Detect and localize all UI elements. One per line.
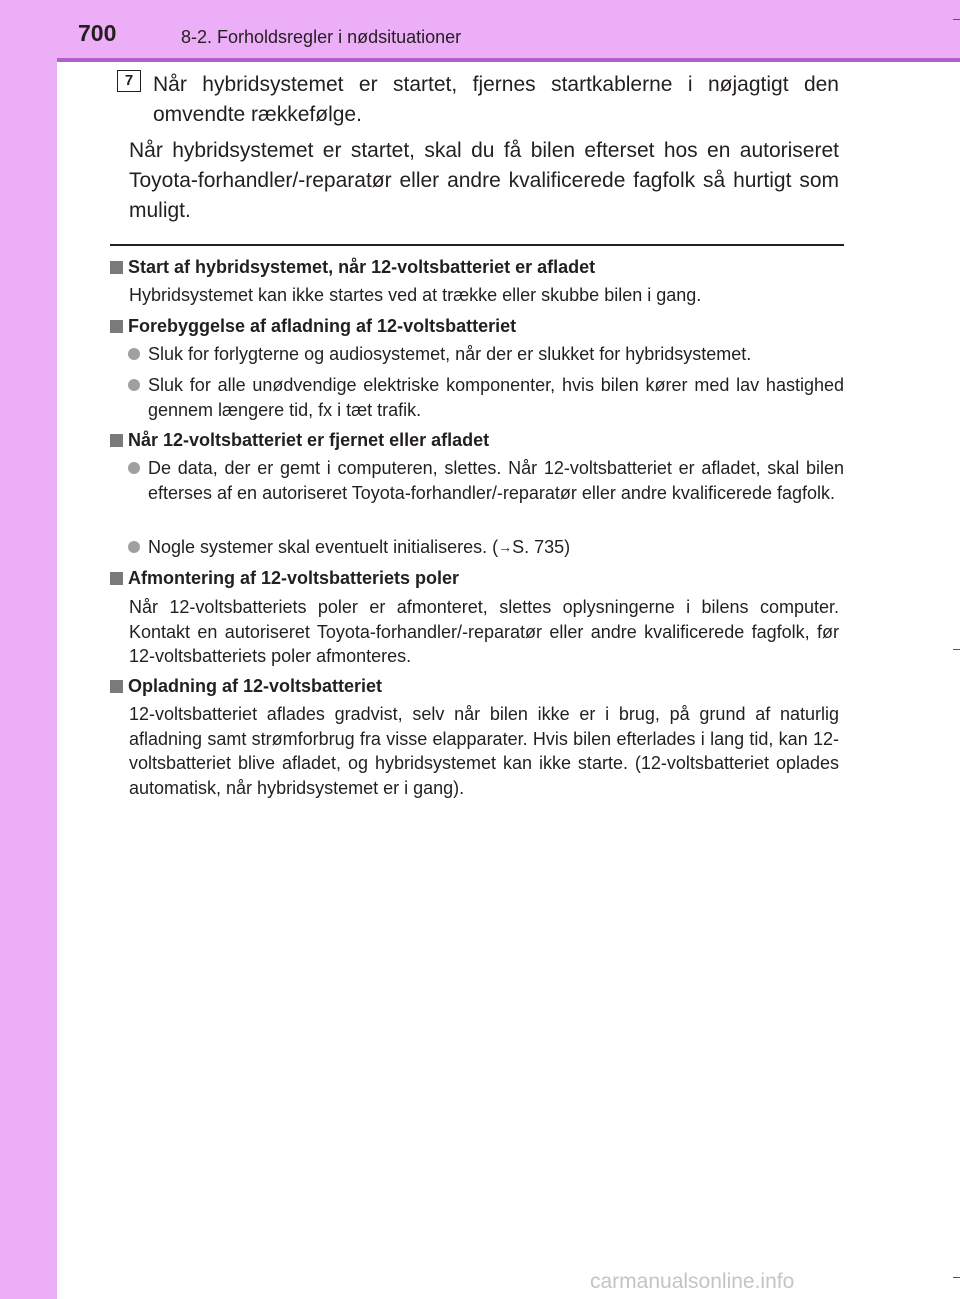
circle-bullet-icon	[128, 379, 140, 391]
list-item	[128, 535, 844, 560]
list-item-text: De data, der er gemt i computeren, slettes. Når 12-voltsbatteriet er afladet, skal bilen efterses af en autoriseret Toyota-forhandler/-reparatør eller andre kvalificerede fagfolk.	[148, 458, 844, 503]
square-bullet-icon	[110, 261, 123, 274]
section-divider	[110, 244, 844, 246]
section-heading-text: Forebyggelse af afladning af 12-voltsbatteriet	[128, 316, 517, 336]
crop-mark-top	[953, 19, 960, 20]
section-text: Hybridsystemet kan ikke startes ved at trække eller skubbe bilen i gang.	[129, 285, 702, 305]
header-band	[0, 0, 960, 60]
list-item-text-start: Nogle systemer skal eventuelt initialiseres. (	[148, 537, 499, 557]
crop-mark-mid	[953, 649, 960, 650]
section-heading	[110, 566, 459, 590]
header-rule	[57, 58, 960, 62]
page-number: 700	[78, 20, 117, 46]
section-heading-text: Opladning af 12-voltsbatteriet	[128, 676, 383, 696]
section-heading-text: Når 12-voltsbatteriet er fjernet eller afladet	[128, 430, 490, 450]
intro-paragraph: Når hybridsystemet er startet, skal du få bilen efterset hos en autoriseret Toyota-forhandler/-reparatør eller andre kvalificerede fagfolk så hurtigt som muligt.	[129, 139, 839, 222]
section-heading	[110, 428, 489, 452]
crop-mark-bottom	[953, 1277, 960, 1278]
section-heading-text: Start af hybridsystemet, når 12-voltsbatteriet er afladet	[128, 257, 596, 277]
watermark: carmanualsonline.info	[590, 1270, 795, 1293]
square-bullet-icon	[110, 572, 123, 585]
list-item-text	[148, 535, 844, 560]
arrow-right-icon: →	[498, 539, 513, 555]
section-text: Når 12-voltsbatteriets poler er afmonteret, slettes oplysningerne i bilens computer. Kontakt en autoriseret Toyota-forhandler/-reparatør eller andre kvalificerede fagfolk, før 12-voltsbatteriets poler afmonteres.	[129, 597, 839, 666]
section-text: 12-voltsbatteriet aflades gradvist, selv når bilen ikke er i brug, på grund af naturlig afladning samt strømforbrug fra visse elapparater. Hvis bilen efterlades i lang tid, kan 12-voltsbatteriet blive afladet, og hybridsystemet kan ikke starte. (12-voltsbatteriet oplades automatisk, når hybridsystemet er i gang).	[129, 704, 839, 798]
section-title: 8-2. Forholdsregler i nødsituationer	[181, 27, 462, 47]
list-item	[128, 456, 844, 505]
circle-bullet-icon	[128, 462, 140, 474]
section-heading	[110, 314, 516, 338]
list-item	[128, 373, 844, 422]
list-item-text: Sluk for alle unødvendige elektriske komponenter, hvis bilen kører med lav hastighed gennem længere tid, fx i tæt trafik.	[148, 375, 844, 420]
circle-bullet-icon	[128, 348, 140, 360]
page-reference-link[interactable]: S. 735)	[512, 537, 571, 557]
list-item-text: Sluk for forlygterne og audiosystemet, når der er slukket for hybridsystemet.	[148, 344, 752, 364]
section-heading	[110, 674, 382, 698]
circle-bullet-icon	[128, 541, 140, 553]
side-color-band	[0, 0, 57, 1299]
list-item	[128, 342, 844, 367]
section-heading-text: Afmontering af 12-voltsbatteriets poler	[128, 568, 460, 588]
square-bullet-icon	[110, 320, 123, 333]
step-number-box: 7	[117, 70, 141, 92]
square-bullet-icon	[110, 680, 123, 693]
square-bullet-icon	[110, 434, 123, 447]
step-text: Når hybridsystemet er startet, fjernes startkablerne i nøjagtigt den omvendte rækkefølge.	[153, 73, 839, 126]
section-heading	[110, 255, 595, 279]
